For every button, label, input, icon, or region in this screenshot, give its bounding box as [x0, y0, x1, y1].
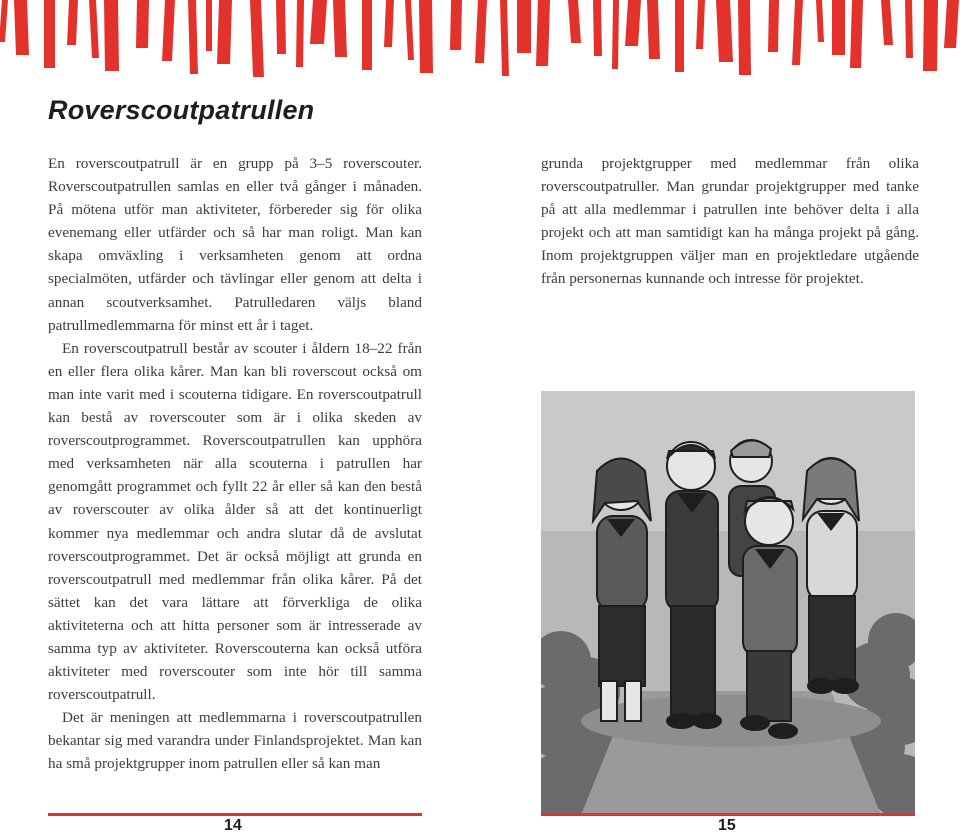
tree-trunk: [923, 0, 938, 71]
tree-trunk: [568, 0, 581, 43]
tree-trunk: [593, 0, 602, 56]
tree-trunk: [104, 0, 119, 71]
tree-trunk: [250, 0, 264, 77]
tree-trunk: [625, 0, 641, 46]
paragraph: grunda projektgrupper med medlemmar från olika roverscoutpatruller. Man grundar projektgrupper med tanke på att alla medlemmar i patrullen inte behöver delta i alla projekt och att man samtidigt kan ha många projekt på gång. Inom projektgruppen väljer man en projektledare utgående från personernas kunnande och intresse för projektet.: [541, 155, 919, 288]
paragraph: Det är meningen att medlemmarna i roverscoutpatrullen bekantar sig med varandra under Finlandsprojektet. Man kan ha små projektgrupper inom patrullen eller så kan man: [48, 709, 422, 773]
footer-rule-right: [541, 813, 915, 816]
tree-trunk: [696, 0, 705, 49]
tree-trunk: [475, 0, 487, 63]
tree-trunk: [384, 0, 394, 47]
forest-header-decoration: [0, 0, 960, 80]
tree-trunk: [310, 0, 327, 44]
tree-trunk: [612, 0, 619, 69]
tree-trunk: [14, 0, 29, 55]
page-title: Roverscoutpatrullen: [48, 95, 315, 125]
tree-trunk: [716, 0, 733, 62]
tree-trunk: [905, 0, 913, 58]
tree-trunk: [768, 0, 779, 52]
tree-trunk: [450, 0, 462, 50]
tree-trunk: [44, 0, 55, 68]
tree-trunk: [832, 0, 845, 55]
tree-trunk: [136, 0, 149, 48]
paragraph: En roverscoutpatrull är en grupp på 3–5 roverscouter. Roverscoutpatrullen samlas en eller två gånger i månaden. På mötena utför man aktiviteter, förbereder sig för olika evenemang eller utfärder och så har man roligt. Man kan skapa omväxling i verksamheten genom att ordna specialmöten, utfärder och tävlingar eller genom att delta i annan scoutverksamhet. Patrulledaren väljs bland patrullmedlemmarna för minst ett år i taget.: [48, 155, 422, 334]
left-page-text: [48, 152, 422, 776]
tree-trunk: [89, 0, 99, 58]
tree-trunk: [0, 0, 8, 42]
tree-trunk: [816, 0, 824, 42]
tree-trunk: [333, 0, 347, 57]
tree-trunk: [850, 0, 863, 68]
paragraph: En roverscoutpatrull består av scouter i åldern 18–22 från en eller flera olika kårer. Man kan bli roverscout också om man inte varit med i scouterna tidigare. En roverscoutpatrull kan bestå av roverscouter som är i olika skeden av roverscoutprogrammet. Roverscoutpatrullen kan upphöra med verksamheten när alla scouterna i patrullen har genomgått programmet och fyllt 22 år eller så kan den bestå av roverscouter av olika ålder så att det kontinuerligt kommer nya medlemmar och andra slutar då de avslutat roverscoutprogrammet. Det är också möjligt att grunda en roverscoutpatrull med medlemmar från olika kårer. På det sättet kan det vara lättare att förverkliga de olika aktiviteterna och att hitta personer som är intresserade av samma typ av aktiviteter. Roverscouterna kan också utföra aktiviteter med roverscouter som inte hör till samma roverscoutpatrull.: [48, 339, 422, 704]
tree-trunk: [217, 0, 232, 64]
tree-trunk: [517, 0, 531, 53]
tree-trunk: [881, 0, 893, 45]
tree-trunk: [206, 0, 212, 51]
right-page-text: [541, 152, 919, 291]
footer-rule-left: [48, 813, 422, 816]
page-number-left: 14: [224, 817, 242, 834]
tree-trunk: [188, 0, 198, 74]
scouts-illustration: [541, 391, 915, 815]
tree-trunk: [362, 0, 372, 70]
page-number-right: 15: [718, 817, 736, 834]
tree-trunk: [405, 0, 414, 60]
tree-trunk: [944, 0, 959, 48]
tree-trunk: [738, 0, 751, 75]
tree-trunk: [162, 0, 175, 61]
tree-trunk: [792, 0, 803, 65]
tree-trunk: [296, 0, 304, 67]
tree-trunk: [675, 0, 684, 72]
tree-trunk: [536, 0, 550, 66]
tree-trunk: [647, 0, 660, 59]
tree-trunk: [276, 0, 286, 54]
tree-trunk: [67, 0, 78, 45]
tree-trunk: [500, 0, 509, 76]
tree-trunk: [419, 0, 433, 73]
